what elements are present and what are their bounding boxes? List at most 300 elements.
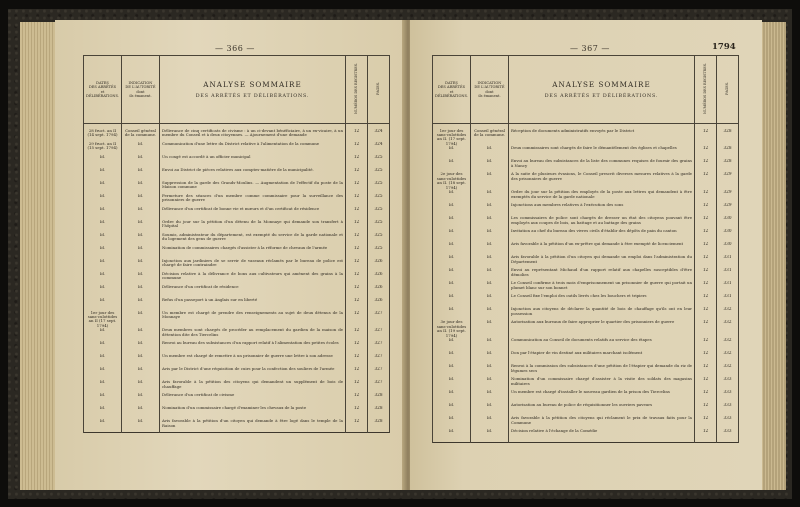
table-row	[84, 341, 390, 354]
row-date: Id.	[433, 377, 471, 390]
table-row	[433, 216, 739, 229]
row-register-number: 12	[346, 194, 368, 207]
row-analysis: Les commissaires de police sont chargés de dresser un état des citoyens pouvant être employés aux coupes de bois, au battage et au battage des grains	[509, 216, 695, 229]
row-page-number: 327	[368, 311, 390, 329]
row-register-number: 12	[346, 341, 368, 354]
row-date: Id.	[433, 268, 471, 281]
col-header-authority: INDICATION DE L'AUTORITÉ dont ils émanent.	[471, 56, 509, 124]
row-authority: Id.	[471, 172, 509, 190]
table-row	[84, 220, 390, 233]
row-register-number: 12	[695, 146, 717, 159]
row-date: Id.	[433, 159, 471, 172]
row-authority: Id.	[471, 416, 509, 429]
row-register-number: 12	[695, 129, 717, 147]
table-row	[433, 159, 739, 172]
row-register-number: 12	[695, 338, 717, 351]
row-analysis: Invitation au chef du bureau des vivres civils d'établir des dépôts de pain du canton	[509, 229, 695, 242]
table-row	[84, 311, 390, 329]
row-date: Id.	[84, 207, 122, 220]
row-date: Id.	[433, 351, 471, 364]
row-authority: Id.	[471, 307, 509, 320]
row-date: Id.	[433, 281, 471, 294]
row-page-number: 326	[368, 298, 390, 311]
row-register-number: 12	[695, 351, 717, 364]
row-authority: Id.	[471, 294, 509, 307]
row-date: Id.	[84, 246, 122, 259]
row-page-number: 332	[717, 338, 739, 351]
row-analysis: Réception de documents administratifs envoyés par le District	[509, 129, 695, 147]
row-analysis: Nomination d'un commissaire chargé d'assister à la visite des soldats des magasins militaires	[509, 377, 695, 390]
row-register-number: 12	[695, 255, 717, 268]
row-page-number: 327	[368, 341, 390, 354]
table-row	[433, 203, 739, 216]
row-page-number: 327	[368, 367, 390, 380]
row-page-number: 326	[368, 285, 390, 298]
row-authority: Id.	[122, 328, 160, 341]
table-row	[84, 419, 390, 432]
row-date: 2e jour des sans-culottides an II. (18 sept. 1794)	[433, 172, 471, 190]
table-row	[433, 129, 739, 147]
row-register-number: 12	[346, 155, 368, 168]
row-authority: Id.	[471, 229, 509, 242]
row-analysis: Refus d'un passeport à un Anglais sur en liberté	[160, 298, 346, 311]
row-authority: Id.	[122, 393, 160, 406]
table-row	[84, 393, 390, 406]
row-register-number: 12	[695, 403, 717, 416]
table-subtitle: DES ARRÊTÉS ET DÉLIBÉRATIONS.	[544, 93, 659, 99]
register-body	[433, 124, 739, 443]
row-date: Id.	[84, 406, 122, 419]
row-authority: Id.	[122, 246, 160, 259]
left-page	[55, 20, 407, 490]
row-authority: Id.	[122, 233, 160, 246]
row-date: Id.	[433, 429, 471, 442]
row-page-number: 332	[717, 351, 739, 364]
row-analysis: Soumis, administrateur du département, est exempté du service de la garde nationale et du logement des gens de guerre	[160, 233, 346, 246]
row-page-number: 332	[717, 320, 739, 338]
row-authority: Id.	[122, 298, 160, 311]
table-row	[84, 246, 390, 259]
row-page-number: 332	[717, 307, 739, 320]
row-register-number: 12	[695, 229, 717, 242]
row-authority: Id.	[122, 285, 160, 298]
row-analysis: Nomination de commissaires chargés d'assister à la réforme de chevaux de l'armée	[160, 246, 346, 259]
row-authority: Id.	[471, 429, 509, 442]
row-authority: Id.	[122, 419, 160, 432]
row-page-number: 326	[368, 272, 390, 285]
row-page-number: 333	[717, 416, 739, 429]
row-date: Id.	[433, 190, 471, 203]
row-date: Id.	[433, 203, 471, 216]
row-date: Id.	[84, 155, 122, 168]
row-page-number: 325	[368, 233, 390, 246]
row-page-number: 333	[717, 403, 739, 416]
row-authority: Id.	[471, 203, 509, 216]
row-register-number: 12	[346, 207, 368, 220]
row-page-number: 328	[717, 146, 739, 159]
row-page-number: 324	[368, 142, 390, 155]
row-register-number: 12	[346, 419, 368, 432]
row-authority: Id.	[122, 354, 160, 367]
row-authority: Id.	[122, 311, 160, 329]
row-register-number: 12	[695, 281, 717, 294]
row-register-number: 12	[346, 168, 368, 181]
row-register-number: 12	[695, 320, 717, 338]
row-page-number: 333	[717, 390, 739, 403]
table-row	[433, 255, 739, 268]
row-page-number: 331	[717, 268, 739, 281]
row-register-number: 12	[695, 159, 717, 172]
row-page-number: 325	[368, 220, 390, 233]
row-date: Id.	[433, 416, 471, 429]
table-row	[433, 351, 739, 364]
row-register-number: 12	[346, 181, 368, 194]
row-date: Id.	[84, 393, 122, 406]
col-header-analysis	[509, 56, 695, 124]
row-register-number: 12	[346, 285, 368, 298]
row-analysis: Renvoi à la commission des subsistances d'une pétition de l'étapier qui demande du riz de légumes secs	[509, 364, 695, 377]
table-row	[433, 172, 739, 190]
row-authority: Id.	[471, 390, 509, 403]
row-register-number: 12	[346, 298, 368, 311]
row-register-number: 12	[346, 259, 368, 272]
row-date: Id.	[84, 419, 122, 432]
row-analysis: Injonction aux jardiniers de se servir de vaseaux réclamés par le bureau de police est chargé de faire contraindre	[160, 259, 346, 272]
row-authority: Id.	[122, 194, 160, 207]
row-page-number: 328	[717, 159, 739, 172]
row-date: Id.	[84, 194, 122, 207]
row-analysis: Injonctions aux membres relatives à l'exécution des sons	[509, 203, 695, 216]
table-row	[84, 181, 390, 194]
row-date: Id.	[84, 354, 122, 367]
row-analysis: Renvoi au bureau des subsistances d'un rapport relatif à l'alimentation des petites écoles	[160, 341, 346, 354]
row-date: 29 fruct. an II (15 sept. 1794)	[84, 142, 122, 155]
row-analysis: Ordre du jour sur la pétition d'un détenu de la Monnaye qui demande son transfert à l'hôpital	[160, 220, 346, 233]
row-analysis: Décision relative à la délivrance de bons aux cultivateurs qui amènent des grains à la commune	[160, 272, 346, 285]
table-row	[84, 259, 390, 272]
row-authority: Id.	[122, 181, 160, 194]
row-analysis: Avis favorable à la pétition d'un ex-prêtre qui demande à être exempté de licenciement	[509, 242, 695, 255]
table-subtitle: DES ARRÊTÉS ET DÉLIBÉRATIONS.	[195, 93, 310, 99]
row-page-number: 327	[368, 354, 390, 367]
row-date: 1er jour des sans-culottides an II (17 sept. 1794)	[84, 311, 122, 329]
row-analysis: Le Conseil fixe l'emploi des outils livrés chez les bouchers et tripiers	[509, 294, 695, 307]
row-analysis: À la suite de plusieurs évasions, le Conseil prescrit diverses mesures relatives à la garde des prisonniers de guerre	[509, 172, 695, 190]
table-row	[84, 168, 390, 181]
row-analysis: Délivrance d'un certificat de bonne vie et mœurs et d'un certificat de résidence	[160, 207, 346, 220]
row-register-number: 12	[346, 367, 368, 380]
page-year: 1794	[712, 42, 736, 52]
row-page-number: 330	[717, 242, 739, 255]
row-page-number: 327	[368, 328, 390, 341]
row-analysis: Décision relative à l'échange de la Comédie	[509, 429, 695, 442]
row-analysis: Délivrance de cinq certificats de civisme : à un ci-devant bénéficiaire, à un ex-vicaire, à un membre du Conseil et à deux citoyennes. — Ajournement d'une demande	[160, 129, 346, 142]
row-date: Id.	[84, 328, 122, 341]
row-authority: Id.	[122, 367, 160, 380]
row-page-number: 325	[368, 155, 390, 168]
row-register-number: 12	[346, 246, 368, 259]
row-page-number: 331	[717, 281, 739, 294]
row-analysis: Envoi au représentant Michaud d'un rapport relatif aux chapelles susceptibles d'être démolies	[509, 268, 695, 281]
table-row	[433, 307, 739, 320]
table-row	[84, 406, 390, 419]
table-row	[433, 338, 739, 351]
row-register-number: 12	[346, 272, 368, 285]
row-authority: Id.	[122, 406, 160, 419]
row-register-number: 12	[695, 390, 717, 403]
page-edges-left	[20, 22, 56, 490]
row-page-number: 325	[368, 168, 390, 181]
row-page-number: 332	[717, 364, 739, 377]
table-row	[84, 194, 390, 207]
table-row	[84, 129, 390, 142]
row-authority: Id.	[122, 142, 160, 155]
row-analysis: Deux membres sont chargés de procéder au remplacement du gardien de la maison de détention dite des Tiercelins	[160, 328, 346, 341]
table-row	[84, 367, 390, 380]
row-analysis: Fermeture des séances d'un membre comme commissaire pour la surveillance des prisonniers de guerre	[160, 194, 346, 207]
row-date: Id.	[433, 242, 471, 255]
row-date: Id.	[84, 285, 122, 298]
row-date: Id.	[84, 259, 122, 272]
table-row	[433, 416, 739, 429]
row-analysis: Deux commissaires sont chargés de faire le démantèlement des églises et chapelles	[509, 146, 695, 159]
table-row	[433, 229, 739, 242]
row-page-number: 324	[368, 129, 390, 142]
row-register-number: 12	[695, 307, 717, 320]
row-authority: Id.	[122, 272, 160, 285]
row-analysis: Le Conseil confirme à trois mois d'emprisonnement un prisonnier de guerre qui portait un plumet blanc sur son bonnet	[509, 281, 695, 294]
row-page-number: 329	[717, 190, 739, 203]
row-register-number: 12	[695, 172, 717, 190]
row-authority: Id.	[122, 259, 160, 272]
row-page-number: 329	[717, 172, 739, 190]
row-register-number: 12	[695, 294, 717, 307]
row-authority: Id.	[471, 216, 509, 229]
table-row	[433, 429, 739, 442]
row-date: 3e jour des sans-culottides an II. (19 sept. 1794)	[433, 320, 471, 338]
row-register-number: 12	[695, 203, 717, 216]
row-analysis: Avis favorable à la pétition d'un citoyen qui demande un emploi dans l'administration du Département	[509, 255, 695, 268]
table-row	[433, 403, 739, 416]
table-row	[84, 142, 390, 155]
row-authority: Id.	[122, 168, 160, 181]
page-number: — 366 —	[215, 44, 255, 53]
row-register-number: 12	[346, 142, 368, 155]
row-date: Id.	[84, 367, 122, 380]
table-row	[433, 281, 739, 294]
row-date: Id.	[433, 294, 471, 307]
row-analysis: Don par l'étapier de vin destiné aux militaires marchant isolément	[509, 351, 695, 364]
row-analysis: Ordre du jour sur la pétition des employés de la poste aux lettres qui demandent à être exemptés du service de la garde nationale	[509, 190, 695, 203]
row-page-number: 328	[717, 129, 739, 147]
row-register-number: 12	[695, 190, 717, 203]
row-page-number: 326	[368, 259, 390, 272]
row-analysis: Suppression de la garde des Grands-Moulins. — Augmentation de l'effectif du poste de la Maison commune	[160, 181, 346, 194]
table-row	[84, 155, 390, 168]
table-row	[433, 146, 739, 159]
table-row	[84, 380, 390, 393]
row-analysis: Un membre est chargé de remettre à un prisonnier de guerre une lettre à son adresse	[160, 354, 346, 367]
row-register-number: 12	[346, 393, 368, 406]
row-page-number: 330	[717, 216, 739, 229]
col-header-date: DATES DES ARRÊTÉS et DÉLIBÉRATIONS.	[433, 56, 471, 124]
row-authority: Id.	[122, 155, 160, 168]
register-table	[432, 55, 739, 443]
row-analysis: Autorisation aux bureaux de faire approprier le quartier des prisonniers de guerre	[509, 320, 695, 338]
register-body	[84, 124, 390, 433]
row-date: Id.	[433, 229, 471, 242]
col-header-analysis	[160, 56, 346, 124]
row-date: Id.	[433, 390, 471, 403]
row-analysis: Communication au Conseil de documents relatifs au service des étapes	[509, 338, 695, 351]
col-header-date: DATES DES ARRÊTÉS et DÉLIBÉRATIONS.	[84, 56, 122, 124]
row-authority: Id.	[122, 380, 160, 393]
col-header-register: NUMÉROS DES REGISTRES.	[695, 56, 717, 124]
row-authority: Id.	[471, 159, 509, 172]
col-header-page: PAGES.	[717, 56, 739, 124]
row-page-number: 327	[368, 380, 390, 393]
row-register-number: 12	[346, 311, 368, 329]
col-header-authority: INDICATION DE L'AUTORITÉ dont ils émanent.	[122, 56, 160, 124]
row-authority: Id.	[471, 242, 509, 255]
row-register-number: 12	[695, 364, 717, 377]
row-register-number: 12	[695, 268, 717, 281]
row-analysis: Avis favorable à la pétition des citoyens qui demandent un supplément de bois de chauffage	[160, 380, 346, 393]
table-row	[433, 377, 739, 390]
row-register-number: 12	[695, 429, 717, 442]
row-register-number: 12	[695, 242, 717, 255]
row-register-number: 12	[346, 380, 368, 393]
row-date: 1er jour des sans-culottides an II. (17 sept. 1794)	[433, 129, 471, 147]
row-analysis: Nomination d'un commissaire chargé d'examiner les chevaux de la poste	[160, 406, 346, 419]
row-register-number: 12	[695, 377, 717, 390]
row-authority: Id.	[122, 341, 160, 354]
row-date: Id.	[433, 216, 471, 229]
row-authority: Id.	[471, 364, 509, 377]
row-date: Id.	[433, 403, 471, 416]
row-register-number: 12	[346, 129, 368, 142]
table-row	[433, 320, 739, 338]
row-register-number: 12	[695, 416, 717, 429]
col-header-register: NUMÉROS DES REGISTRES.	[346, 56, 368, 124]
row-page-number: 331	[717, 294, 739, 307]
table-row	[433, 242, 739, 255]
row-page-number: 333	[717, 429, 739, 442]
row-analysis: Avis favorable à la pétition d'un citoyen qui demande à être logé dans le temple de la Raison	[160, 419, 346, 432]
row-page-number: 328	[368, 393, 390, 406]
row-authority: Id.	[471, 190, 509, 203]
row-analysis: Délivrance d'un certificat de résidence	[160, 285, 346, 298]
row-analysis: Un membre est chargé de prendre des renseignements au sujet de deux détenus de la Monnaye	[160, 311, 346, 329]
table-row	[433, 390, 739, 403]
row-authority: Id.	[471, 146, 509, 159]
right-page	[410, 20, 762, 490]
row-authority: Conseil général de la commune.	[471, 129, 509, 147]
table-row	[84, 328, 390, 341]
row-authority: Id.	[471, 268, 509, 281]
row-page-number: 329	[717, 203, 739, 216]
row-page-number: 325	[368, 181, 390, 194]
table-row	[433, 268, 739, 281]
row-authority: Id.	[471, 320, 509, 338]
row-authority: Id.	[471, 255, 509, 268]
row-analysis: Avis favorable à la pétition des citoyens qui réclament le prix de travaux faits pour la Commune	[509, 416, 695, 429]
row-register-number: 12	[346, 406, 368, 419]
row-analysis: Injonction aux citoyens de déclarer la quantité de bois de chauffage qu'ils ont en leur possession	[509, 307, 695, 320]
row-date: Id.	[433, 146, 471, 159]
col-header-page: PAGES.	[368, 56, 390, 124]
row-analysis: Envoi au District de pièces relatives aux comptes-matière de la municipalité.	[160, 168, 346, 181]
row-page-number: 333	[717, 377, 739, 390]
row-analysis: Un congé est accordé à un officier municipal	[160, 155, 346, 168]
row-page-number: 325	[368, 246, 390, 259]
table-title: ANALYSE SOMMAIRE	[552, 79, 651, 89]
row-register-number: 12	[346, 328, 368, 341]
row-page-number: 325	[368, 194, 390, 207]
table-row	[84, 207, 390, 220]
table-row	[84, 272, 390, 285]
row-date: Id.	[433, 307, 471, 320]
page-number: — 367 —	[570, 44, 610, 53]
row-analysis: Communication d'une lettre du District relative à l'alimentation de la commune	[160, 142, 346, 155]
row-authority: Id.	[471, 338, 509, 351]
row-date: Id.	[84, 220, 122, 233]
row-date: Id.	[433, 255, 471, 268]
table-row	[84, 285, 390, 298]
row-date: Id.	[84, 168, 122, 181]
table-title: ANALYSE SOMMAIRE	[203, 79, 302, 89]
row-register-number: 12	[346, 220, 368, 233]
row-date: Id.	[84, 181, 122, 194]
row-register-number: 12	[346, 354, 368, 367]
row-authority: Id.	[471, 281, 509, 294]
row-authority: Id.	[122, 220, 160, 233]
row-analysis: Un membre est chargé d'installer le nouveau gardien de la prison des Tiercelins	[509, 390, 695, 403]
row-authority: Id.	[471, 403, 509, 416]
row-date: Id.	[84, 341, 122, 354]
row-date: Id.	[84, 233, 122, 246]
table-row	[433, 190, 739, 203]
row-authority: Conseil général de la commune.	[122, 129, 160, 142]
table-row	[84, 354, 390, 367]
page-edges-right	[760, 22, 786, 490]
row-page-number: 328	[368, 406, 390, 419]
row-date: Id.	[433, 364, 471, 377]
table-row	[84, 233, 390, 246]
row-page-number: 325	[368, 207, 390, 220]
row-date: Id.	[433, 338, 471, 351]
row-authority: Id.	[471, 351, 509, 364]
row-analysis: Délivrance d'un certificat de civisme	[160, 393, 346, 406]
row-register-number: 12	[695, 216, 717, 229]
row-page-number: 328	[368, 419, 390, 432]
row-date: Id.	[84, 380, 122, 393]
row-date: Id.	[84, 298, 122, 311]
row-date: 28 fruct. an II (14 sept. 1794)	[84, 129, 122, 142]
row-register-number: 12	[346, 233, 368, 246]
row-authority: Id.	[122, 207, 160, 220]
row-analysis: Autorisation au bureau de police de réquisitionner les ouvriers paveurs	[509, 403, 695, 416]
table-row	[433, 294, 739, 307]
register-table	[83, 55, 390, 433]
row-page-number: 331	[717, 255, 739, 268]
row-page-number: 330	[717, 229, 739, 242]
row-analysis: Avis par le District d'une réquisition de cuirs pour la confection des souliers de l'armée	[160, 367, 346, 380]
row-date: Id.	[84, 272, 122, 285]
row-analysis: Envoi au bureau des subsistances de la liste des communes requises de fournir des grains à Nancy	[509, 159, 695, 172]
row-authority: Id.	[471, 377, 509, 390]
table-row	[433, 364, 739, 377]
